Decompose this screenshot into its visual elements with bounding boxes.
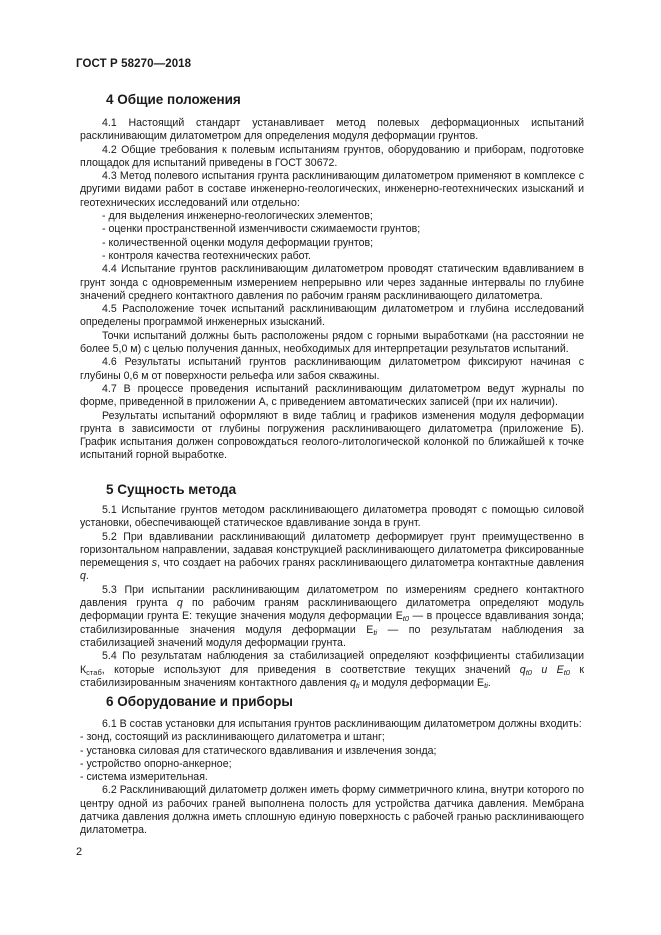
list-item: - оценки пространственной изменчивости сжимаемости грунтов;: [102, 223, 421, 236]
paragraph-5-1: 5.1 Испытание грунтов методом расклинивающего дилатометра проводят с помощью силовой установки, обеспечивающей статическое вдавливание зонда в грунт.: [80, 504, 584, 530]
section-6-title: 6 Оборудование и приборы: [106, 694, 293, 709]
list-item: - установка силовая для статического вдавливания и извлечения зонда;: [80, 744, 437, 757]
paragraph-6-1: 6.1 В состав установки для испытания грунтов расклинивающим дилатометром должны входить:: [102, 718, 582, 730]
list-item: - система измерительная.: [80, 771, 208, 784]
list-item: - контроля качества геотехнических работ.: [102, 249, 311, 262]
page-number: 2: [76, 846, 83, 858]
paragraph-4-1: 4.1 Настоящий стандарт устанавливает метод полевых деформационных испытаний расклинивающим дилатометром для определения модуля деформации грунтов.: [80, 117, 584, 143]
paragraph-4-2: 4.2 Общие требования к полевым испытаниям грунтов, оборудованию и приборам, подготовке площадок для испытаний приведены в ГОСТ 30672.: [80, 143, 584, 169]
section-5-title: 5 Сущность метода: [106, 482, 237, 497]
section-6-body: [80, 718, 584, 838]
paragraph-6-2: 6.2 Расклинивающий дилатометр должен иметь форму симметричного клина, внутри которого по центру одной из рабочих граней выполнена полость для устройства датчика давления. Мембрана датчика давления должна иметь сплошную единую поверхность с рабочей гранью расклинивающего дилатометра.: [80, 784, 584, 837]
standard-header: ГОСТ Р 58270—2018: [76, 58, 192, 70]
paragraph-4-7: 4.7 В процессе проведения испытаний расклинивающим дилатометром ведут журналы по форме, приведенной в приложении А, с приведением автоматических записей (при их наличии).: [80, 382, 584, 409]
list-item: - количественной оценки модуля деформации грунтов;: [102, 236, 374, 249]
paragraph-4-5: 4.5 Расположение точек испытаний расклинивающим дилатометром и глубина исследований определены программой инженерных изысканий.: [80, 303, 584, 329]
paragraph-4-5-continued: Точки испытаний должны быть расположены рядом с горными выработками (на расстоянии не более 5,0 м) с целью получения данных, необходимых для интерпретации результатов испытаний.: [80, 329, 584, 356]
section-4-body: [80, 117, 584, 463]
list-item: - для выделения инженерно-геологических элементов;: [102, 210, 373, 223]
paragraph-5-3: 5.3 При испытании расклинивающим дилатометром по измерениям среднего контактного давления грунта q по рабочим граням расклинивающего дилатометра определяют модуль деформации грунта E: текущие значения модуля деформации $E_{t0}$ — в процессе вдавливания зонда; стабилизированные значения модуля деформации $E_{ti}$ — по результатам наблюдения за стабилизацией значений модуля деформации грунта.: [80, 583, 584, 649]
paragraph-4-6: 4.6 Результаты испытаний грунтов расклинивающим дилатометром фиксируют начиная с глубины 0,6 м от поверхности рельефа или забоя скважины.: [80, 356, 584, 382]
paragraph-5-4: 5.4 По результатам наблюдения за стабилизацией определяют коэффициенты стабилизации $К_{стаб}$, которые используют для приведения в соответствие текущих значений $q_{t0}$ и $E_{t0}$ к стабилизированным значениям контактного давления $q_{ti}$ и модуля деформации $E_{ti}$.: [80, 650, 584, 690]
paragraph-4-4: 4.4 Испытание грунтов расклинивающим дилатометром проводят статическим вдавливанием в грунт зонда с одновременным измерением непрерывно или через заданные интервалы по глубине значений среднего контактного давления по рабочим граням расклинивающего дилатометра.: [80, 263, 584, 302]
section-5-body: [80, 504, 584, 690]
list-item: - устройство опорно-анкерное;: [80, 757, 232, 770]
list-item: - зонд, состоящий из расклинивающего дилатометра и штанг;: [80, 731, 385, 744]
paragraph-4-3: 4.3 Метод полевого испытания грунта расклинивающим дилатометром применяют в комплексе с другими видами работ в составе инженерно-геологических, инженерно-геотехнических изысканий и геотехнических исследований или отдельно:: [80, 170, 584, 209]
paragraph-5-2: 5.2 При вдавливании расклинивающий дилатометр деформирует грунт преимущественно в горизонтальном направлении, задавая конструкцией расклинивающего дилатометра фиксированные перемещения s, что создает на рабочих гранях расклинивающего дилатометра контактные давления q.: [80, 530, 584, 583]
paragraph-4-7-continued: Результаты испытаний оформляют в виде таблиц и графиков изменения модуля деформации грунта в зависимости от глубины погружения расклинивающего дилатометра (приложение Б). График испытания должен сопровождаться геолого-литологической колонкой по ближайшей к точке испытаний горной выработке.: [80, 409, 584, 462]
section-4-title: 4 Общие положения: [106, 92, 241, 107]
